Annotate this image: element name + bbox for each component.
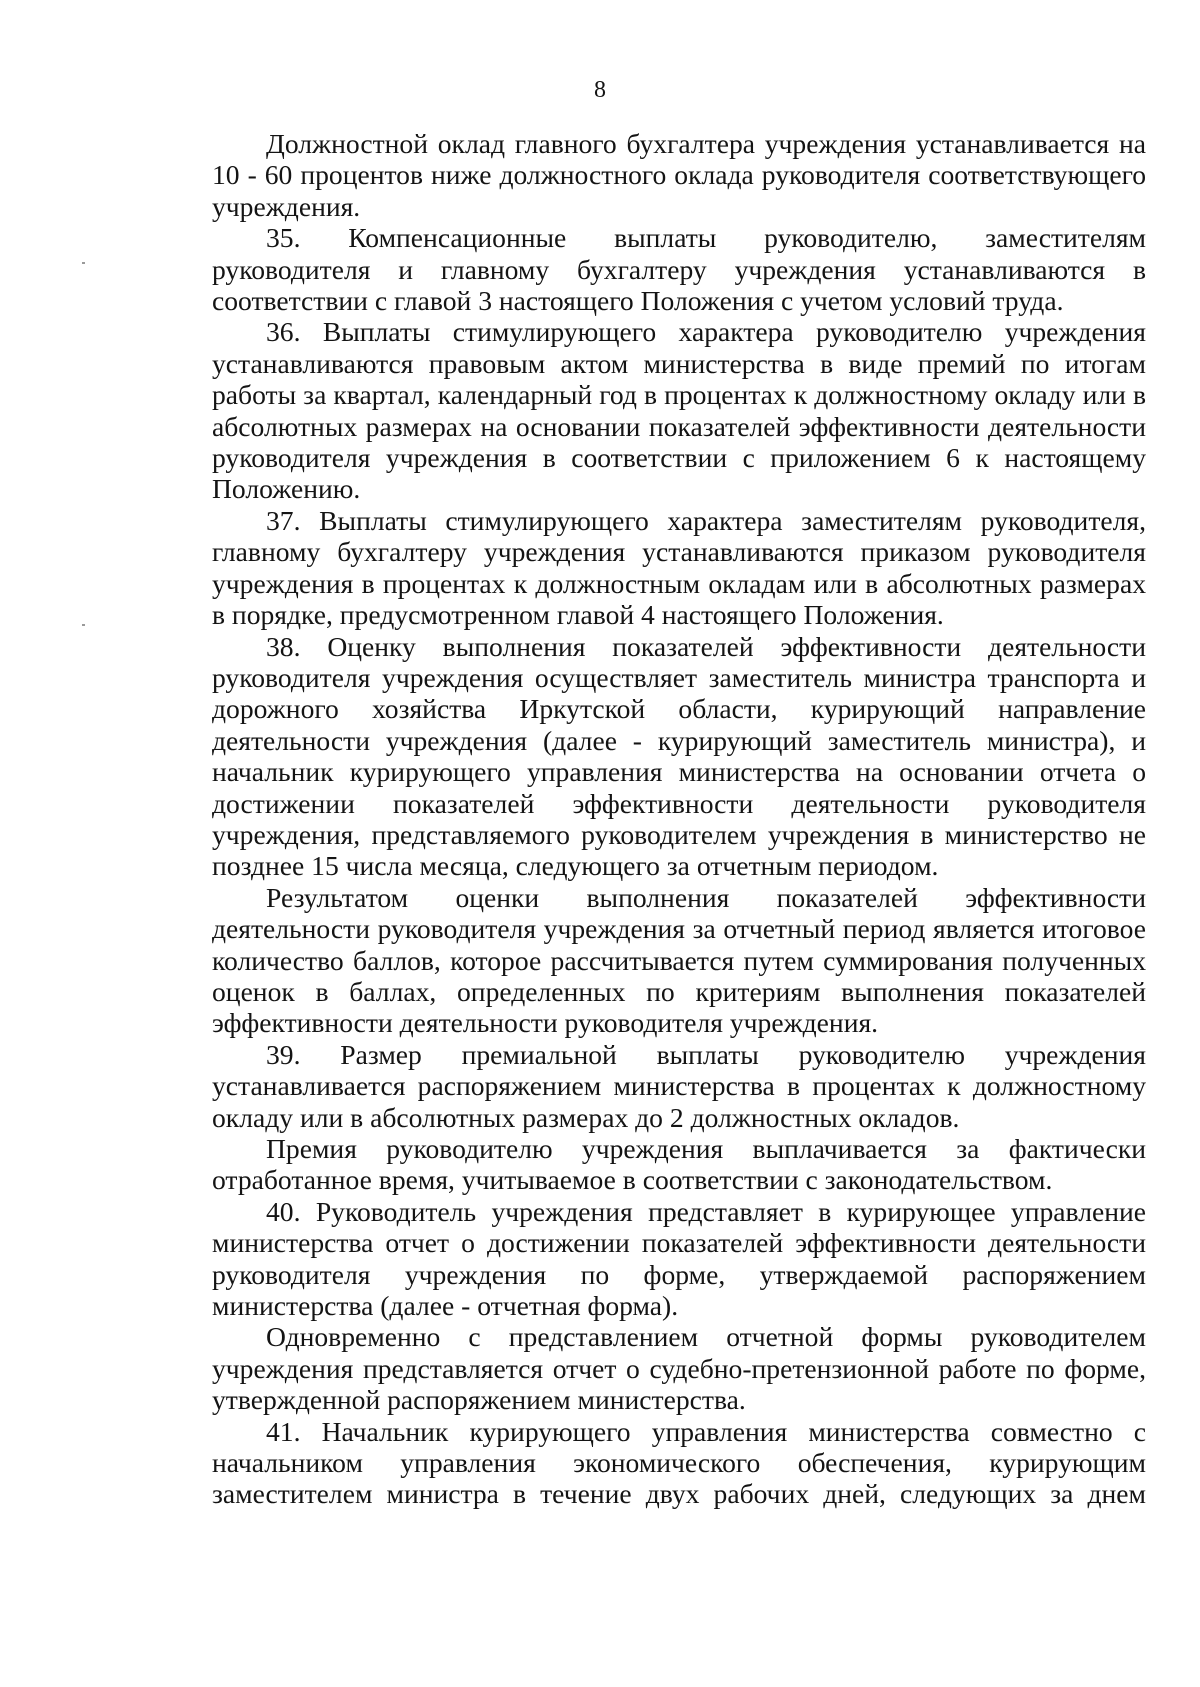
margin-mark (82, 624, 85, 626)
paragraph: 38. Оценку выполнения показателей эффективности деятельности руководителя учреждения осуществляет заместитель министра транспорта и дорожного хозяйства Иркутской области, курирующий направление деятельности учреждения (далее - курирующий заместитель министра), и начальник курирующего управления министерства на основании отчета о достижении показателей эффективности деятельности руководителя учреждения, представляемого руководителем учреждения в министерство не позднее 15 числа месяца, следующего за отчетным периодом. (212, 630, 1146, 882)
paragraph: Премия руководителю учреждения выплачивается за фактически отработанное время, учитываемое в соответствии с законодательством. (212, 1133, 1146, 1196)
margin-mark (82, 262, 85, 264)
page-number: 8 (594, 77, 606, 103)
paragraph: 37. Выплаты стимулирующего характера заместителям руководителя, главному бухгалтеру учреждения устанавливаются приказом руководителя учреждения в процентах к должностным окладам или в абсолютных размерах в порядке, предусмотренном главой 4 настоящего Положения. (212, 504, 1146, 631)
paragraph: 36. Выплаты стимулирующего характера руководителю учреждения устанавливаются правовым актом министерства в виде премий по итогам работы за квартал, календарный год в процентах к должностному окладу или в абсолютных размерах на основании показателей эффективности деятельности руководителя учреждения в соответствии с приложением 6 к настоящему Положению. (212, 316, 1146, 505)
paragraph: Должностной оклад главного бухгалтера учреждения устанавливается на 10 - 60 процентов ниже должностного оклада руководителя соответствующего учреждения. (212, 128, 1146, 222)
paragraph: 39. Размер премиальной выплаты руководителю учреждения устанавливается распоряжением министерства в процентах к должностному окладу или в абсолютных размерах до 2 должностных окладов. (212, 1038, 1146, 1133)
paragraph: Результатом оценки выполнения показателей эффективности деятельности руководителя учреждения за отчетный период является итоговое количество баллов, которое рассчитывается путем суммирования полученных оценок в баллах, определенных по критериям выполнения показателей эффективности деятельности руководителя учреждения. (212, 881, 1146, 1039)
paragraph: 41. Начальник курирующего управления министерства совместно с начальником управления экономического обеспечения, курирующим заместителем министра в течение двух рабочих дней, следующих за днем (212, 1415, 1146, 1510)
document-body (212, 128, 1146, 1510)
paragraph: 35. Компенсационные выплаты руководителю, заместителям руководителя и главному бухгалтеру учреждения устанавливаются в соответствии с главой 3 настоящего Положения с учетом условий труда. (212, 222, 1146, 317)
paragraph: 40. Руководитель учреждения представляет в курирующее управление министерства отчет о достижении показателей эффективности деятельности руководителя учреждения по форме, утверждаемой распоряжением министерства (далее - отчетная форма). (212, 1195, 1146, 1322)
paragraph: Одновременно с представлением отчетной формы руководителем учреждения представляется отчет о судебно-претензионной работе по форме, утвержденной распоряжением министерства. (212, 1321, 1146, 1416)
